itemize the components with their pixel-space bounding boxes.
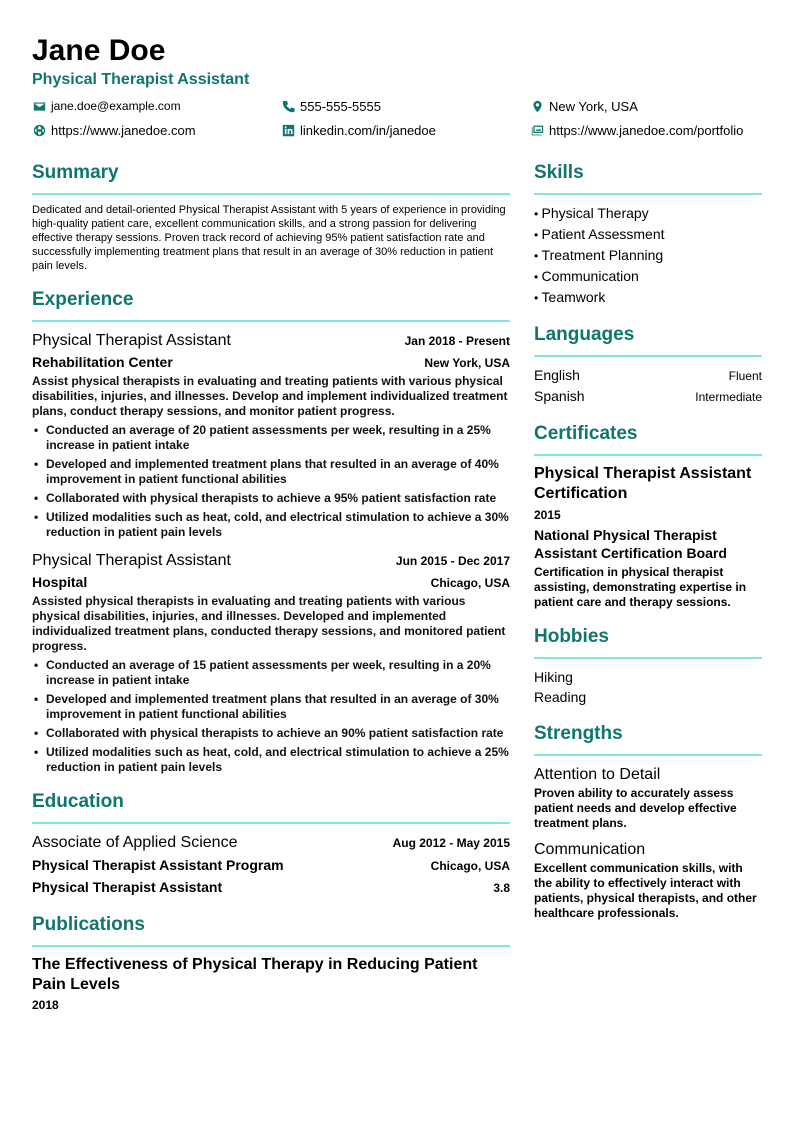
hobby-item: Hiking — [534, 669, 573, 685]
education-heading: Education — [32, 789, 510, 824]
job-date: Jun 2015 - Dec 2017 — [395, 554, 510, 568]
candidate-name: Jane Doe — [32, 34, 166, 67]
company-name: Rehabilitation Center — [32, 354, 173, 370]
certificate-year: 2015 — [534, 508, 561, 522]
experience-entry — [32, 330, 510, 540]
list-item: • Collaborated with physical therapists to achieve an 90% patient satisfaction rate — [32, 726, 510, 741]
list-item: • Utilized modalities such as heat, cold, and electrical stimulation to achieve a 25% reduction in patient pain levels — [32, 745, 510, 775]
job-highlights — [32, 423, 510, 540]
job-title: Physical Therapist Assistant — [32, 552, 231, 569]
list-item: • Conducted an average of 20 patient assessments per week, resulting in a 25% increase in patient intake — [32, 423, 510, 453]
location-icon — [530, 99, 544, 113]
education-program: Physical Therapist Assistant Program — [32, 857, 284, 873]
main-column — [32, 160, 510, 1026]
education-date: Aug 2012 - May 2015 — [392, 836, 510, 850]
job-highlights — [32, 658, 510, 775]
hobby-item: Reading — [534, 689, 587, 705]
contact-location-text: New York, USA — [549, 98, 638, 114]
list-item: • Physical Therapy — [534, 203, 762, 224]
list-item: • Conducted an average of 15 patient assessments per week, resulting in a 20% increase in patient intake — [32, 658, 510, 688]
company-name: Hospital — [32, 574, 88, 590]
certificate-description: Certification in physical therapist assisting, demonstrating expertise in patient care and therapy sessions. — [534, 565, 747, 609]
certificates-section — [534, 421, 762, 610]
publications-heading: Publications — [32, 912, 510, 947]
languages-section — [534, 322, 762, 407]
skills-heading: Skills — [534, 160, 762, 195]
experience-section — [32, 287, 510, 775]
phone-icon — [281, 99, 295, 113]
languages-heading: Languages — [534, 322, 762, 357]
language-name: Spanish — [534, 388, 585, 404]
language-level: Intermediate — [695, 390, 762, 404]
education-score: 3.8 — [493, 881, 510, 895]
certificate-title: Physical Therapist Assistant Certification — [534, 465, 752, 502]
globe-icon — [32, 123, 46, 137]
hobbies-section — [534, 624, 762, 707]
strengths-heading: Strengths — [534, 721, 762, 756]
contact-location — [530, 97, 770, 115]
resume-header — [32, 34, 762, 139]
job-title: Physical Therapist Assistant — [32, 332, 231, 349]
list-item: • Communication — [534, 266, 762, 287]
strength-title: Communication — [534, 841, 646, 858]
summary-section — [32, 160, 510, 273]
job-description: Assisted physical therapists in evaluating and treating patients with various physical disabilities, injuries, and illnesses. Developed and implemented individualized treatment plans, conducted therapy sessions, and monitored patient progress. — [32, 594, 506, 653]
contact-email[interactable] — [32, 97, 281, 115]
candidate-headline: Physical Therapist Assistant — [32, 71, 250, 88]
portfolio-icon — [530, 123, 544, 137]
email-icon — [32, 99, 46, 113]
publication-title: The Effectiveness of Physical Therapy in Reducing Patient Pain Levels — [32, 956, 478, 993]
contact-portfolio-text: https://www.janedoe.com/portfolio — [549, 122, 744, 138]
list-item: • Developed and implemented treatment plans that resulted in an average of 30% improvement in patient functional abilities — [32, 692, 510, 722]
job-description: Assist physical therapists in evaluating and treating patients with various physical disabilities, injuries, and illnesses. Develop and implement individualized treatment plans, conduct therapy sessions, and monitor patient progress. — [32, 374, 508, 418]
contact-website-text: https://www.janedoe.com — [51, 122, 196, 138]
certificate-issuer: National Physical Therapist Assistant Certification Board — [534, 527, 727, 561]
contact-linkedin-text: linkedin.com/in/janedoe — [300, 122, 436, 138]
degree-name: Associate of Applied Science — [32, 834, 238, 851]
strengths-section — [534, 721, 762, 921]
language-entry — [534, 386, 762, 407]
contact-portfolio[interactable] — [530, 121, 770, 139]
list-item: • Utilized modalities such as heat, cold, and electrical stimulation to achieve a 30% reduction in patient pain levels — [32, 510, 510, 540]
publications-section — [32, 912, 510, 1012]
list-item: • Teamwork — [534, 287, 762, 308]
education-area: Physical Therapist Assistant — [32, 879, 223, 895]
summary-text: Dedicated and detail-oriented Physical Therapist Assistant with 5 years of experience in providing high-quality patient care, excellent communication skills, and a strong passion for delivering effective therapy sessions. Proven track record of achieving 95% patient satisfaction rate and successfully implementing treatment plans that result in an average of 30% reduction in patient pain levels. — [32, 204, 506, 272]
strength-description: Proven ability to accurately assess patient needs and develop effective treatment plans. — [534, 786, 737, 830]
contact-phone-text: 555-555-5555 — [300, 98, 381, 114]
list-item: • Collaborated with physical therapists to achieve a 95% patient satisfaction rate — [32, 491, 510, 506]
language-entry — [534, 365, 762, 386]
contact-linkedin[interactable] — [281, 121, 530, 139]
list-item: • Treatment Planning — [534, 245, 762, 266]
contact-email-text: jane.doe@example.com — [51, 99, 181, 113]
education-section — [32, 789, 510, 898]
job-location: New York, USA — [424, 356, 510, 370]
job-date: Jan 2018 - Present — [404, 334, 510, 348]
list-item: • Patient Assessment — [534, 224, 762, 245]
contact-list — [32, 97, 762, 139]
hobbies-heading: Hobbies — [534, 624, 762, 659]
summary-heading: Summary — [32, 160, 510, 195]
experience-heading: Experience — [32, 287, 510, 322]
job-location: Chicago, USA — [430, 576, 510, 590]
strength-description: Excellent communication skills, with the ability to effectively interact with patients, physical therapists, and other healthcare professionals. — [534, 861, 757, 920]
publication-date: 2018 — [32, 998, 59, 1012]
contact-website[interactable] — [32, 121, 281, 139]
contact-phone[interactable] — [281, 97, 530, 115]
education-location: Chicago, USA — [430, 859, 510, 873]
skills-section — [534, 160, 762, 308]
strength-title: Attention to Detail — [534, 766, 661, 783]
side-column — [534, 160, 762, 935]
skills-list — [534, 203, 762, 308]
language-level: Fluent — [728, 369, 762, 383]
linkedin-icon — [281, 123, 295, 137]
list-item: • Developed and implemented treatment plans that resulted in an average of 40% improvement in patient functional abilities — [32, 457, 510, 487]
experience-entry — [32, 550, 510, 775]
certificates-heading: Certificates — [534, 421, 762, 456]
language-name: English — [534, 367, 580, 383]
